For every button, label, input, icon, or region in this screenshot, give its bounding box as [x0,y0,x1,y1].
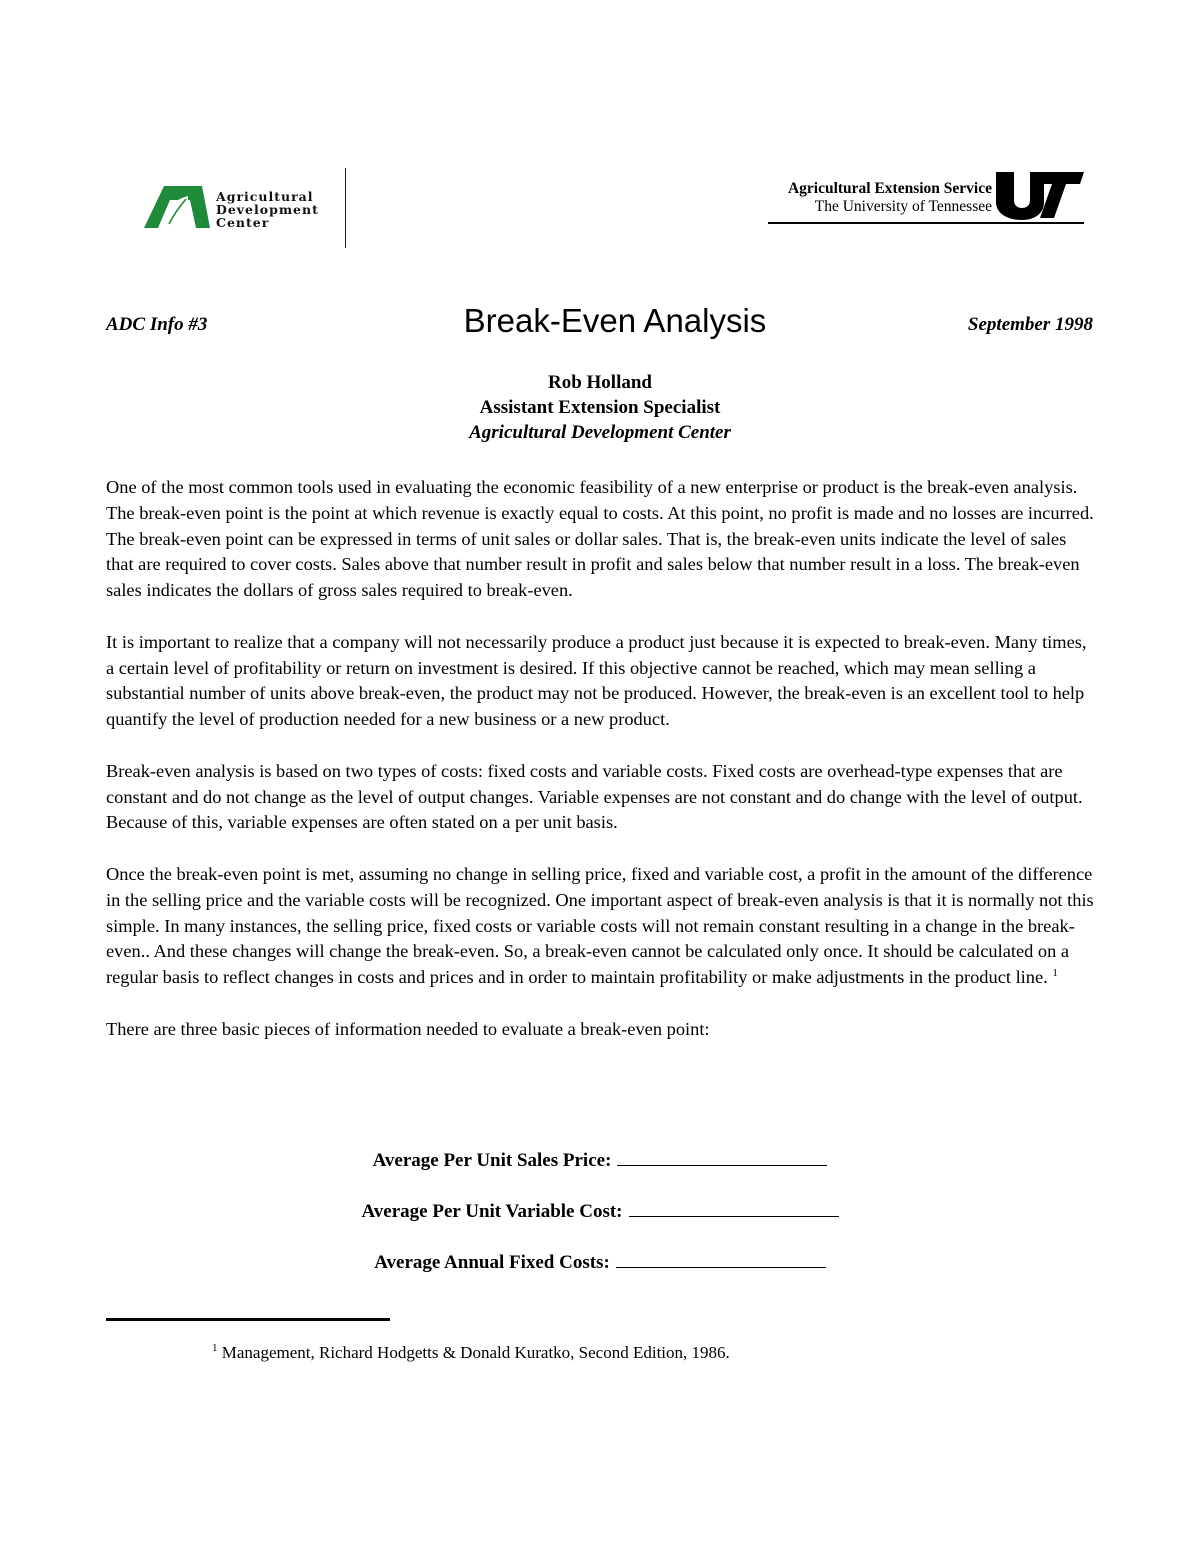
adc-logo [142,168,352,250]
blank-line [629,1200,839,1217]
footnote-number: 1 [212,1342,218,1354]
adc-logo-text [216,190,319,229]
author-role: Assistant Extension Specialist [479,397,721,418]
author-name: Rob Holland [547,372,652,393]
paragraph-text: Once the break-even point is met, assuming no change in selling price, fixed and variable cost, a profit in the amount of the difference in the selling price and the variable costs will be recognized. One important aspect of break-even analysis is that it is normally not this simple. In many instances, the selling price, fixed costs or variable costs will not remain constant resulting in a change in the break-even.. And these changes will change the break-even. So, a break-even cannot be calculated only once. It should be calculated on a regular basis to reflect changes in costs and prices and in order to maintain profitability or make adjustments in the product line. [106,863,1094,988]
logo-divider [345,168,346,248]
ut-logo-text [788,180,992,216]
ut-logo [762,166,1086,228]
ut-mark-icon [994,170,1084,220]
ut-logo-rule [768,222,1084,224]
page-title: Break-Even Analysis [463,302,767,339]
paragraph: There are three basic pieces of information needed to evaluate a break-even point: [106,1018,710,1039]
adc-logo-line1: Agricultural [216,189,314,204]
field-label: Average Annual Fixed Costs: [374,1252,610,1273]
fixed-costs-field [0,1251,1200,1274]
footnote-text: Management, Richard Hodgetts & Donald Kuratko, Second Edition, 1986. [217,1343,730,1362]
author-org: Agricultural Development Center [469,422,731,443]
field-label: Average Per Unit Variable Cost: [361,1201,623,1222]
paragraph: It is important to realize that a company will not necessarily produce a product just because it is expected to break-even. Many times, a certain level of profitability or return on investment is desired. If this objective cannot be reached, which may mean selling a substantial number of units above break-even, the product may not be produced. However, the break-even is an excellent tool to help quantify the level of production needed for a new business or a new product. [106,631,1087,730]
footnote [212,1343,730,1363]
paragraph: Break-even analysis is based on two types of costs: fixed costs and variable costs. Fixed costs are overhead-type expenses that are constant and do not change as the level of output changes. Variable expenses are not constant and do change with the level of output. Because of this, variable expenses are often stated on a per unit basis. [106,760,1083,833]
paragraph [106,862,1094,991]
footnote-rule [106,1318,390,1321]
sales-price-field [0,1149,1200,1172]
footnote-reference: 1 [1052,967,1058,980]
ut-logo-line2: The University of Tennessee [814,198,992,215]
body-text [106,475,1094,1068]
adc-logo-line2: Development [216,202,319,217]
series-label: ADC Info #3 [106,314,208,335]
publication-date: September 1998 [967,314,1093,335]
leaf-arch-icon [142,184,212,230]
author-block [0,370,1200,445]
adc-logo-line3: Center [216,215,270,230]
variable-cost-field [0,1200,1200,1223]
blank-line [616,1251,826,1268]
blank-line [617,1149,827,1166]
ut-logo-line1: Agricultural Extension Service [787,180,992,197]
field-label: Average Per Unit Sales Price: [372,1150,612,1171]
paragraph: One of the most common tools used in evaluating the economic feasibility of a new enterprise or product is the break-even analysis. The break-even point is the point at which revenue is exactly equal to costs. At this point, no profit is made and no losses are incurred. The break-even point can be expressed in terms of unit sales or dollar sales. That is, the break-even units indicate the level of sales that are required to cover costs. Sales above that number result in profit and sales below that number result in a loss. The break-even sales indicates the dollars of gross sales required to break-even. [106,477,1094,601]
